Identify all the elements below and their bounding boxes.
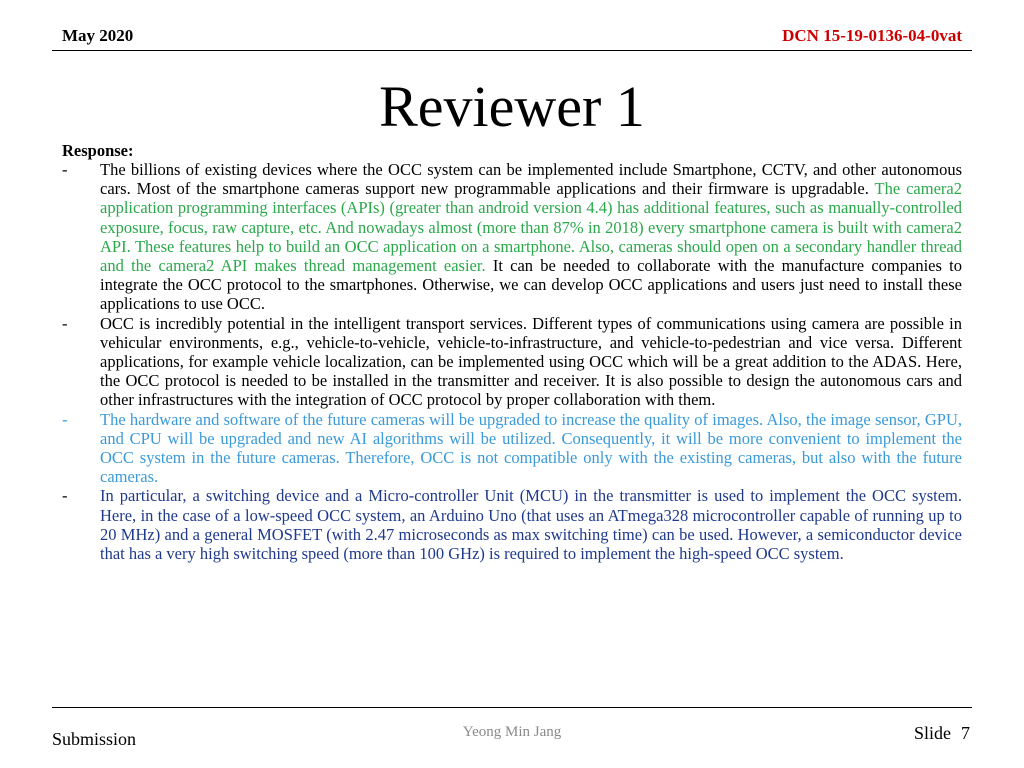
footer-submission: Submission [52, 729, 137, 749]
header-dcn: DCN 15-19-0136-04-0vat [782, 26, 962, 45]
header-date: May 2020 [62, 26, 134, 45]
bullet-item-4 [62, 486, 962, 563]
bullet-item-1 [62, 160, 962, 314]
bullet-2-text: OCC is incredibly potential in the intelligent transport services. Different types of communications using camera are possible in vehicular environments, e.g., vehicle-to-vehicle, vehicle-to-infrastructure, and vehicle-to-pedestrian and vice versa. Different applications, for example vehicle localization, can be implemented using OCC which will be a great addition to the ADAS. Here, the OCC protocol is needed to be installed in the transmitter and receiver. It is also possible to design the autonomous cars and other infrastructures with the integration of OCC protocol by proper collaboration with them. [100, 313, 962, 410]
header-divider [52, 50, 972, 51]
bullet-item-3 [62, 410, 962, 487]
bullet-1-text-a: The billions of existing devices where the OCC system can be implemented include Smartphone, CCTV, and other autonomous cars. Most of the smartphone cameras support new programmable applications and their firmware is upgradable. [100, 160, 962, 199]
bullet-marker: - [62, 486, 68, 506]
bullet-3-text: The hardware and software of the future cameras will be upgraded to increase the quality of images. Also, the image sensor, GPU, and CPU will be upgraded and new AI algorithms will be utilized. Consequently, it will be more convenient to implement the OCC system in the future cameras. Therefore, OCC is not compatible only with the existing cameras, but also with the future cameras. [100, 409, 962, 487]
bullet-marker: - [62, 409, 68, 429]
footer-slide-number [914, 723, 970, 744]
bullet-marker: - [62, 160, 68, 179]
bullet-item-2 [62, 314, 962, 410]
slide-title: Reviewer 1 [379, 74, 645, 139]
slide-label: Slide [913, 723, 951, 743]
footer-author: Yeong Min Jang [462, 724, 562, 740]
response-bullet-list [62, 160, 962, 563]
slide-number: 7 [961, 723, 970, 743]
bullet-1-text-green: The camera2 application programming interfaces (APIs) (greater than android version 4.4) has additional features, such as manually-controlled exposure, focus, raw capture, etc. And nowadays almost (more than 87% in 2018) every smartphone camera is built with camera2 API. These features help to build an OCC application on a smartphone. Also, cameras should open on a secondary handler thread and the camera2 API makes thread management easier. [100, 179, 962, 276]
response-label: Response: [62, 141, 134, 160]
bullet-4-text: In particular, a switching device and a Micro-controller Unit (MCU) in the transmitter is used to implement the OCC system. Here, in the case of a low-speed OCC system, an Arduino Uno (that uses an ATmega328 microcontroller capable of running up to 20 MHz) and a general MOSFET (with 2.47 microseconds as max switching time) can be used. However, a semiconductor device that has a very high switching speed (more than 100 GHz) is required to implement the high-speed OCC system. [100, 486, 962, 564]
bullet-marker: - [62, 313, 68, 333]
bullet-1-text-c: It can be needed to collaborate with the manufacture companies to integrate the OCC protocol to the smartphones. Otherwise, we can develop OCC applications and users just need to install these applications to use OCC. [100, 256, 963, 314]
footer-divider [52, 707, 972, 708]
